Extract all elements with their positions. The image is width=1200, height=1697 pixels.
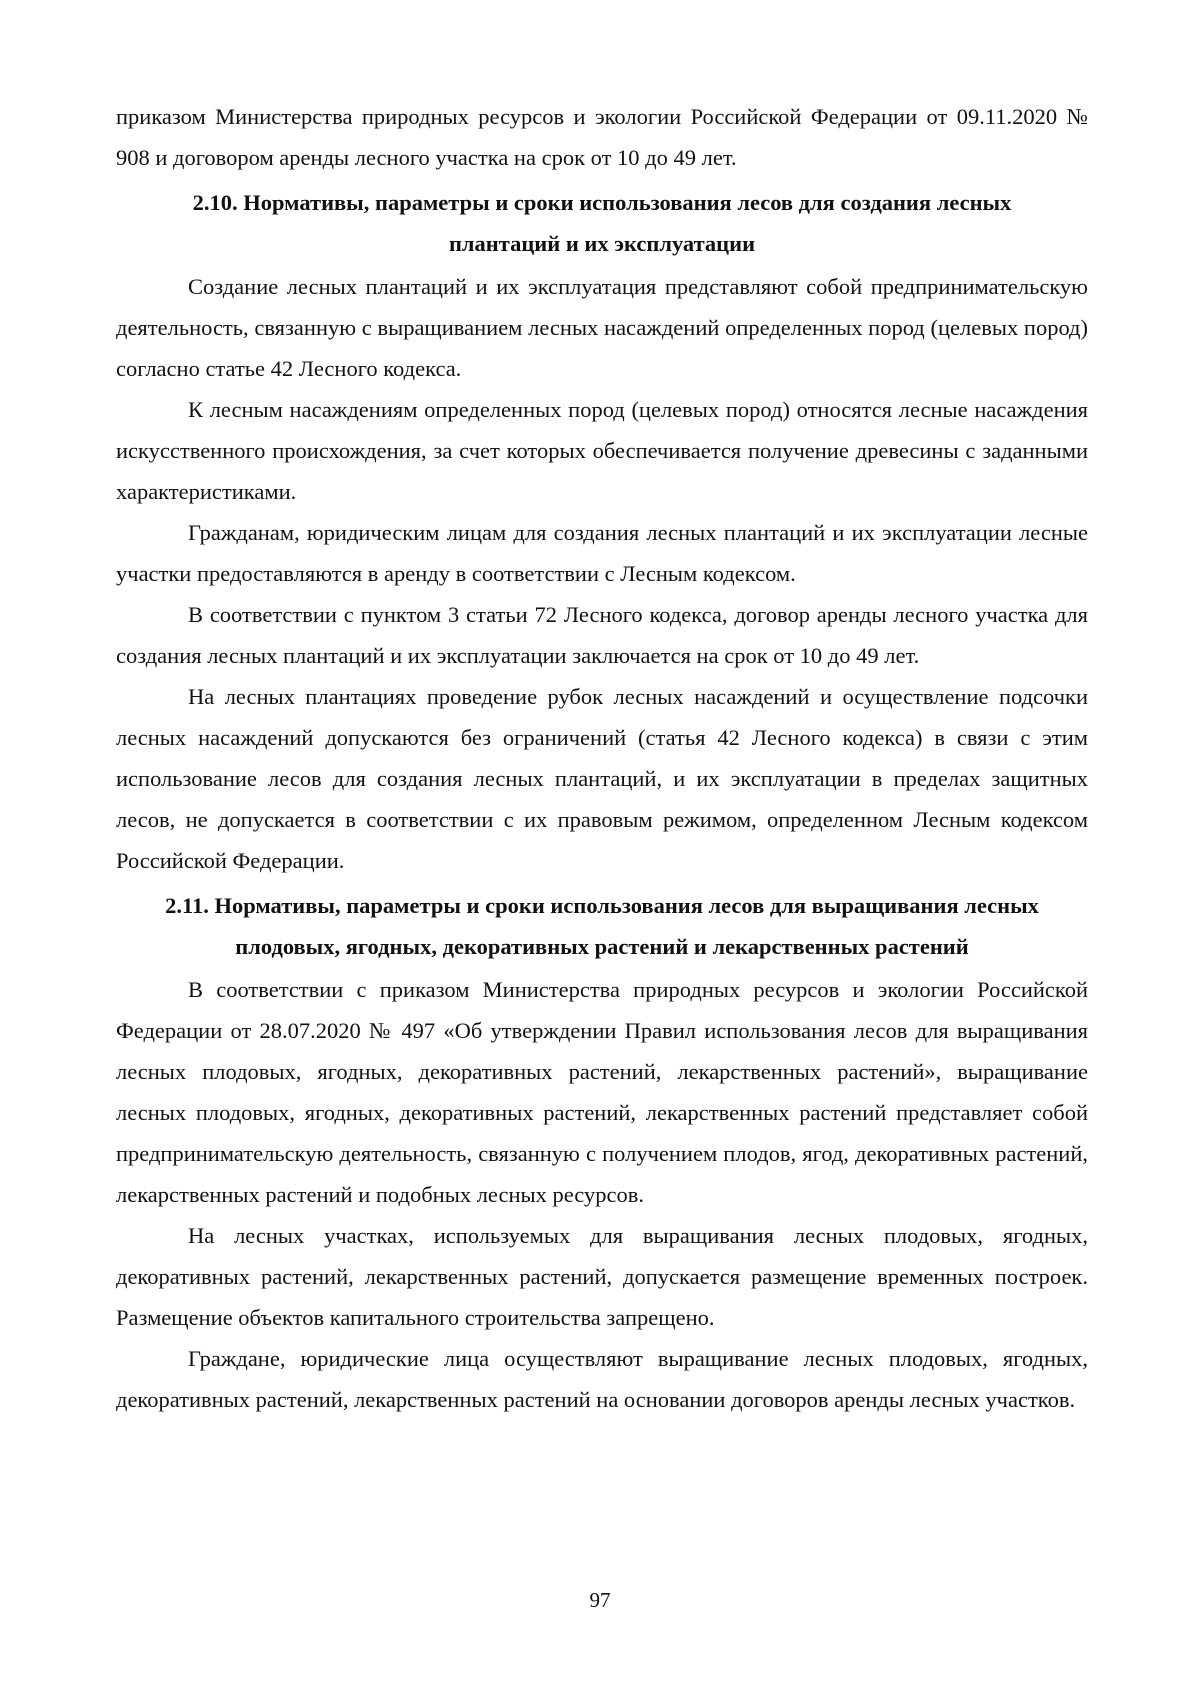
page-number: 97 (589, 1588, 611, 1612)
section-2-10-paragraph-2: К лесным насаждениям определенных пород (целевых пород) относятся лесные насаждения искусственного происхождения, за счет которых обеспечивается получение древесины с заданными характеристиками. (116, 397, 1088, 504)
page-body (116, 96, 1088, 1420)
section-2-10-paragraph-3: Гражданам, юридическим лицам для создания лесных плантаций и их эксплуатации лесные участки предоставляются в аренду в соответствии с Лесным кодексом. (116, 520, 1088, 586)
section-2-10-paragraph-1: Создание лесных плантаций и их эксплуатация представляют собой предпринимательскую деятельность, связанную с выращиванием лесных насаждений определенных пород (целевых пород) согласно статье 42 Лесного кодекса. (116, 274, 1088, 381)
section-heading-2-11: 2.11. Нормативы, параметры и сроки использования лесов для выращивания лесных плодовых, ягодных, декоративных растений и лекарственных растений (165, 893, 1039, 959)
section-2-11-paragraph-3: Граждане, юридические лица осуществляют выращивание лесных плодовых, ягодных, декоративных растений, лекарственных растений на основании договоров аренды лесных участков. (116, 1346, 1088, 1412)
section-2-10-paragraph-4: В соответствии с пунктом 3 статьи 72 Лесного кодекса, договор аренды лесного участка для создания лесных плантаций и их эксплуатации заключается на срок от 10 до 49 лет. (116, 602, 1088, 668)
section-2-11-paragraph-1: В соответствии с приказом Министерства природных ресурсов и экологии Российской Федерации от 28.07.2020 № 497 «Об утверждении Правил использования лесов для выращивания лесных плодовых, ягодных, декоративных растений, лекарственных растений», выращивание лесных плодовых, ягодных, декоративных растений, лекарственных растений представляет собой предпринимательскую деятельность, связанную с получением плодов, ягод, декоративных растений, лекарственных растений и подобных лесных ресурсов. (116, 977, 1088, 1207)
intro-paragraph: приказом Министерства природных ресурсов и экологии Российской Федерации от 09.11.2020 № 908 и договором аренды лесного участка на срок от 10 до 49 лет. (116, 104, 1088, 170)
section-2-11-paragraph-2: На лесных участках, используемых для выращивания лесных плодовых, ягодных, декоративных растений, лекарственных растений, допускается размещение временных построек. Размещение объектов капитального строительства запрещено. (116, 1223, 1088, 1330)
section-heading-2-10: 2.10. Нормативы, параметры и сроки использования лесов для создания лесных плантаций и их эксплуатации (192, 190, 1012, 256)
section-2-10-paragraph-5: На лесных плантациях проведение рубок лесных насаждений и осуществление подсочки лесных насаждений допускаются без ограничений (статья 42 Лесного кодекса) в связи с этим использование лесов для создания лесных плантаций, и их эксплуатации в пределах защитных лесов, не допускается в соответствии с их правовым режимом, определенном Лесным кодексом Российской Федерации. (116, 684, 1088, 873)
